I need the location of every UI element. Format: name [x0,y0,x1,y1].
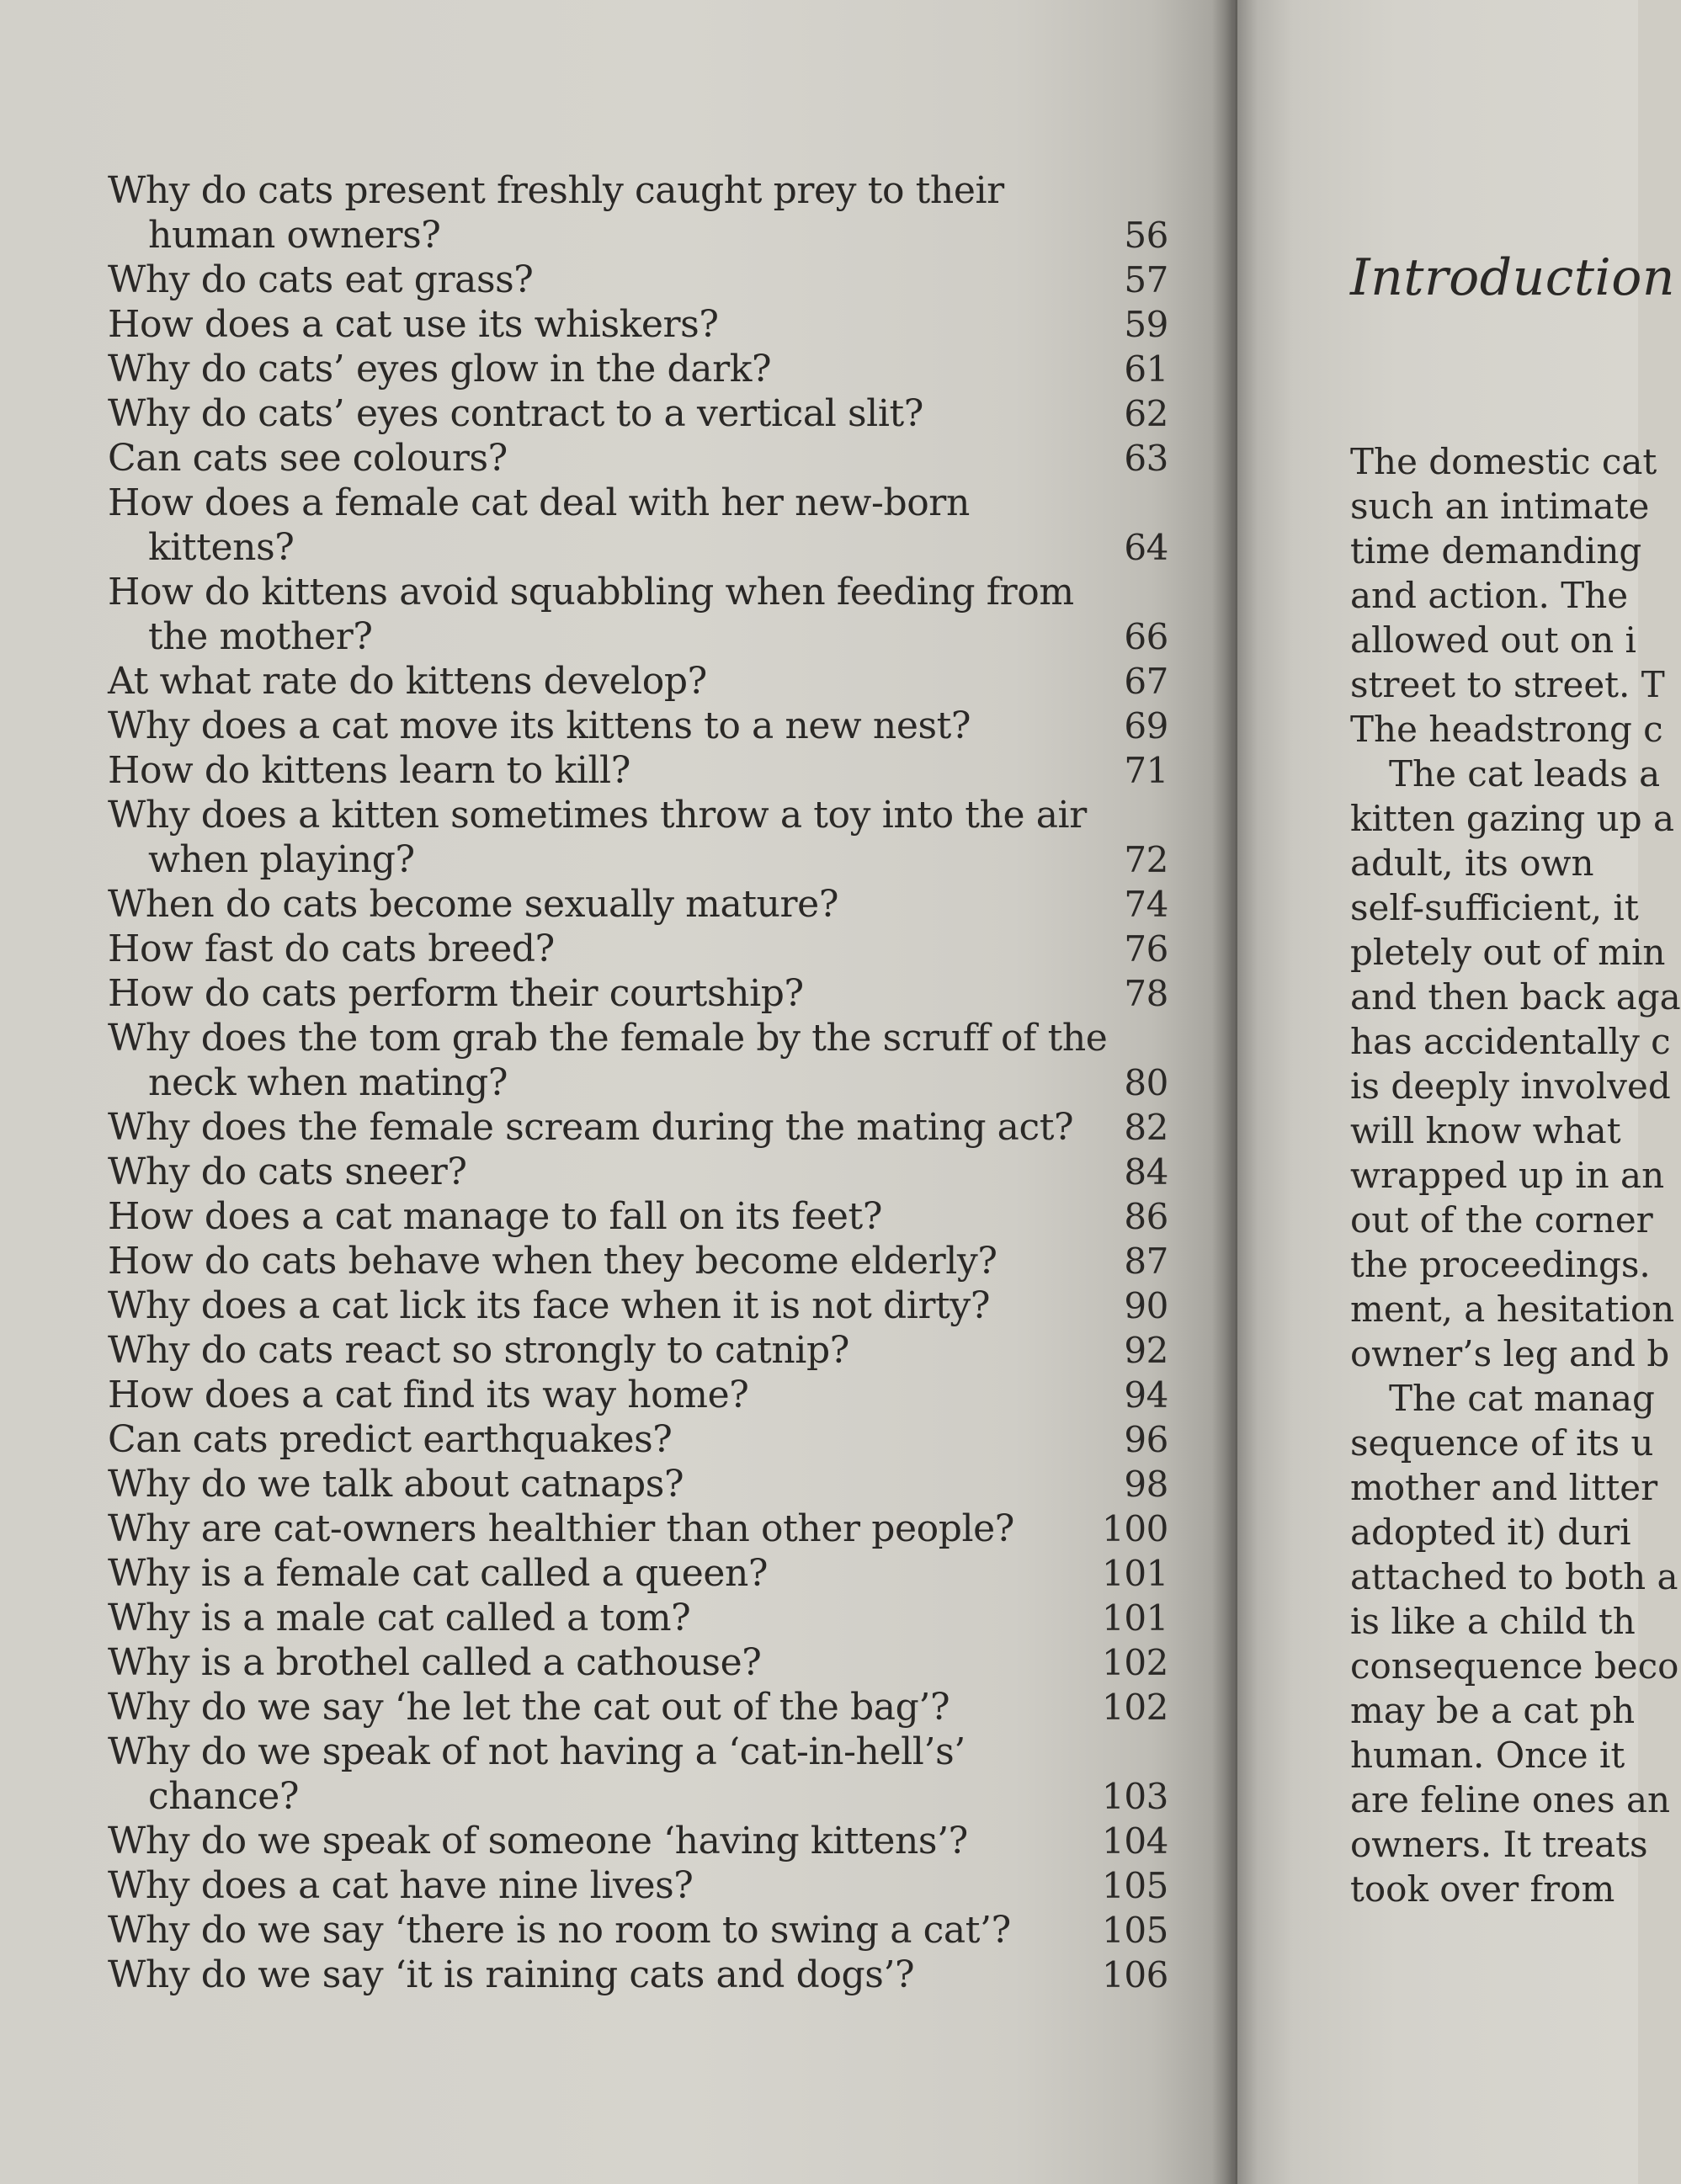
contents-question: Why do we say ‘he let the cat out of the bag’? [108,1686,950,1729]
introduction-line: sequence of its u [1350,1422,1654,1464]
contents-entry [108,1373,1168,1417]
contents-entry [108,1016,1168,1105]
contents-question: Why do we speak of not having a ‘cat-in-hell’s’ chance? [108,1730,966,1818]
contents-entry [108,704,1168,748]
contents-page-number: 106 [1102,1954,1168,1995]
introduction-line: owners. It treats [1350,1824,1648,1865]
contents-page-number: 66 [1124,616,1168,657]
introduction-line: and then back aga [1350,976,1681,1018]
introduction-line: time demanding [1350,530,1642,571]
contents-question: Why does a cat have nine lives? [108,1864,694,1907]
contents-entry [108,1953,1168,1997]
contents-page-number: 76 [1124,928,1168,970]
introduction-line: and action. The [1350,575,1629,616]
contents-page-number: 104 [1102,1820,1168,1862]
contents-question: How do cats perform their courtship? [108,972,804,1015]
introduction-line: The domestic cat [1350,441,1657,482]
contents-entry [108,258,1168,302]
introduction-line: adult, its own [1350,842,1594,884]
introduction-line: is like a child th [1350,1601,1636,1642]
introduction-line: out of the corner [1350,1199,1653,1241]
contents-page-number: 86 [1124,1196,1168,1237]
contents-page-number: 101 [1102,1597,1168,1639]
introduction-text [1350,439,1681,1911]
contents-question: Why does the female scream during the mating act? [108,1106,1074,1149]
contents-list [108,168,1168,1997]
contents-entry [108,1730,1168,1819]
contents-question: How fast do cats breed? [108,927,555,970]
contents-question: Why is a female cat called a queen? [108,1552,769,1595]
contents-entry [108,1462,1168,1506]
contents-page-number: 56 [1124,215,1168,256]
introduction-line: allowed out on i [1350,619,1636,661]
contents-question: Why do we say ‘there is no room to swing a cat’? [108,1909,1011,1952]
introduction-line: attached to both a [1350,1556,1678,1597]
contents-question: Why do cats’ eyes glow in the dark? [108,348,772,391]
contents-entry [108,302,1168,347]
introduction-line: will know what [1350,1110,1621,1151]
contents-entry [108,1863,1168,1908]
contents-entry [108,1685,1168,1730]
introduction-line: kitten gazing up a [1350,798,1674,839]
introduction-heading: Introduction [1350,248,1675,307]
introduction-line: took over from [1350,1868,1615,1910]
introduction-line: The cat leads a [1389,753,1661,794]
introduction-line: ment, a hesitation [1350,1289,1675,1330]
contents-question: How do kittens learn to kill? [108,749,630,792]
contents-page-number: 59 [1124,304,1168,345]
contents-entry [108,1194,1168,1239]
contents-page-number: 94 [1124,1374,1168,1416]
contents-question: Why do cats react so strongly to catnip? [108,1329,849,1372]
contents-page-number: 71 [1124,750,1168,791]
contents-question: Why does a cat move its kittens to a new nest? [108,704,971,747]
contents-question: How does a cat use its whiskers? [108,303,719,346]
contents-entry [108,1819,1168,1863]
contents-page-number: 67 [1124,661,1168,702]
contents-question: Why do we speak of someone ‘having kittens’? [108,1820,968,1863]
introduction-line: owner’s leg and b [1350,1333,1670,1374]
contents-entry [108,1596,1168,1640]
introduction-line: The headstrong c [1350,709,1663,750]
contents-page-number: 105 [1102,1865,1168,1906]
introduction-line: wrapped up in an [1350,1155,1665,1196]
contents-entry [108,436,1168,481]
contents-entry [108,570,1168,659]
contents-question: How does a cat find its way home? [108,1374,749,1416]
contents-entry [108,1506,1168,1551]
contents-page-number: 72 [1124,839,1168,880]
contents-question: Why do we talk about catnaps? [108,1463,684,1506]
contents-question: Why are cat-owners healthier than other people? [108,1507,1014,1550]
contents-question: Why do cats present freshly caught prey to their human owners? [108,169,1004,257]
introduction-line: consequence beco [1350,1645,1679,1687]
contents-question: How do cats behave when they become elderly? [108,1240,997,1283]
contents-question: How does a cat manage to fall on its feet? [108,1195,883,1238]
contents-entry [108,481,1168,570]
contents-page-number: 78 [1124,973,1168,1014]
introduction-line: pletely out of min [1350,932,1666,973]
contents-question: At what rate do kittens develop? [108,660,707,703]
contents-entry [108,793,1168,882]
contents-page-number: 90 [1124,1285,1168,1326]
contents-question: Why does a cat lick its face when it is not dirty? [108,1284,991,1327]
contents-entry [108,1150,1168,1194]
introduction-line: has accidentally c [1350,1021,1671,1062]
contents-page-number: 82 [1124,1107,1168,1148]
contents-page-number: 74 [1124,884,1168,925]
contents-question: Why is a male cat called a tom? [108,1597,691,1639]
contents-question: When do cats become sexually mature? [108,883,839,926]
contents-question: Why do cats sneer? [108,1150,467,1193]
contents-page-number: 87 [1124,1241,1168,1282]
introduction-line: mother and litter [1350,1467,1658,1508]
contents-question: Why does the tom grab the female by the scruff of the neck when mating? [108,1017,1108,1104]
contents-entry [108,347,1168,391]
contents-question: Why do cats’ eyes contract to a vertical slit? [108,392,923,435]
contents-page-number: 61 [1124,348,1168,390]
contents-question: Why does a kitten sometimes throw a toy into the air when playing? [108,794,1087,881]
contents-entry [108,927,1168,971]
contents-page-number: 92 [1124,1330,1168,1371]
contents-entry [108,168,1168,258]
introduction-line: such an intimate [1350,486,1650,527]
contents-entry [108,971,1168,1016]
contents-page-number: 63 [1124,438,1168,479]
contents-page-number: 84 [1124,1151,1168,1193]
introduction-line: the proceedings. [1350,1244,1651,1285]
contents-page-number: 57 [1124,259,1168,300]
contents-entry [108,391,1168,436]
contents-question: How do kittens avoid squabbling when feeding from the mother? [108,571,1074,658]
contents-entry [108,1105,1168,1150]
introduction-line: human. Once it [1350,1735,1625,1776]
contents-page-number: 64 [1124,527,1168,568]
introduction-line: The cat manag [1389,1378,1655,1419]
contents-page-number: 103 [1102,1776,1168,1817]
introduction-line: street to street. T [1350,664,1665,705]
contents-entry [108,882,1168,927]
contents-page-number: 80 [1124,1062,1168,1103]
contents-entry [108,1239,1168,1283]
contents-entry [108,659,1168,704]
introduction-line: is deeply involved [1350,1065,1671,1107]
contents-page-number: 100 [1102,1508,1168,1549]
contents-entry [108,1283,1168,1328]
contents-page-number: 98 [1124,1464,1168,1505]
contents-page-number: 102 [1102,1642,1168,1683]
contents-question: Can cats see colours? [108,437,508,480]
contents-page-number: 101 [1102,1553,1168,1594]
contents-page-number: 69 [1124,705,1168,747]
contents-question: How does a female cat deal with her new-born kittens? [108,481,970,569]
contents-page-number: 105 [1102,1910,1168,1951]
introduction-line: may be a cat ph [1350,1690,1636,1731]
contents-page-number: 102 [1102,1687,1168,1728]
contents-entry [108,748,1168,793]
contents-page-number: 96 [1124,1419,1168,1460]
contents-entry [108,1417,1168,1462]
contents-question: Why do cats eat grass? [108,258,534,301]
contents-entry [108,1908,1168,1953]
contents-entry [108,1640,1168,1685]
page-edge [1231,0,1235,2184]
contents-entry [108,1551,1168,1596]
contents-page-number: 62 [1124,393,1168,434]
contents-entry [108,1328,1168,1373]
contents-question: Why do we say ‘it is raining cats and dogs’? [108,1953,915,1996]
contents-question: Can cats predict earthquakes? [108,1418,673,1461]
introduction-line: self-sufficient, it [1350,887,1639,928]
introduction-line: are feline ones an [1350,1779,1671,1820]
contents-question: Why is a brothel called a cathouse? [108,1641,762,1684]
introduction-line: adopted it) duri [1350,1512,1631,1553]
